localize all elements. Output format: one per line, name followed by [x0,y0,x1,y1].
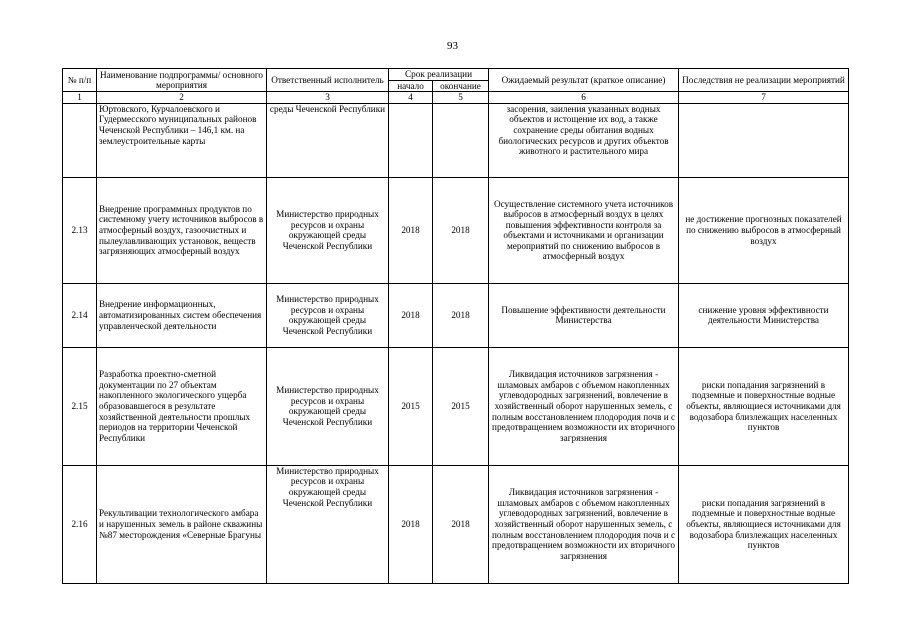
row-num [63,103,97,177]
column-number: 7 [679,92,849,104]
row-responsible: Министерство природных ресурсов и охраны окружающей среды Чеченской Республики [267,283,389,347]
column-number: 6 [489,92,679,104]
row-end: 2018 [433,177,489,283]
column-number: 4 [389,92,433,104]
page-number: 93 [447,40,458,52]
row-end [433,103,489,177]
table-row [63,283,849,347]
table-row [63,465,849,583]
table-row [63,177,849,283]
row-num: 2.13 [63,177,97,283]
column-number: 1 [63,92,97,104]
row-name: Внедрение программных продуктов по системному учету источников выбросов в атмосферный воздух, газоочистных и пылеулавливающих установок, веществ загрязняющих атмосферный воздух [97,177,267,283]
row-num: 2.15 [63,347,97,465]
header-start: начало [389,80,433,92]
row-name: Юртовского, Курчалоевского и Гудермесского муниципальных районов Чеченской Республики – 146,1 км. на землеустроительные карты [97,103,267,177]
column-number: 2 [97,92,267,104]
row-end: 2018 [433,283,489,347]
row-name: Внедрение информационных, автоматизированных систем обеспечения управленческой деятельности [97,283,267,347]
row-num: 2.14 [63,283,97,347]
row-start [389,103,433,177]
column-number-row [63,92,849,104]
row-responsible: Министерство природных ресурсов и охраны окружающей среды Чеченской Республики [267,347,389,465]
header-term: Срок реализации [389,69,489,81]
header-consequences: Последствия не реализации мероприятий [679,69,849,92]
row-result: Ликвидация источников загрязнения - шламовых амбаров с объемом накопленных углеводородных загрязнений, вовлечение в хозяйственный оборот нарушенных земель, с полным восстановлением плодородия почв и с предотвращением возможности их вторичного загрязнения [489,347,679,465]
row-consequences: не достижение прогнозных показателей по снижению выбросов в атмосферный воздух [679,177,849,283]
row-start: 2015 [389,347,433,465]
row-start: 2018 [389,177,433,283]
header-result: Ожидаемый результат (краткое описание) [489,69,679,92]
header-row [63,69,849,81]
header-responsible: Ответственный исполнитель [267,69,389,92]
row-name: Рекультивации технологического амбара и нарушенных земель в районе скважины №87 месторождения «Северные Брагуны [97,465,267,583]
row-result: Осуществление системного учета источников выбросов в атмосферный воздух в целях повышения эффективности контроля за объектами и источниками и организации мероприятий по снижению выбросов в атмосферный воздух [489,177,679,283]
row-responsible: Министерство природных ресурсов и охраны окружающей среды Чеченской Республики [267,177,389,283]
row-responsible: среды Чеченской Республики [267,103,389,177]
table-row [63,347,849,465]
row-start: 2018 [389,465,433,583]
row-name: Разработка проектно-сметной документации по 27 объектам накопленного экологического ущерба образовавшегося в результате хозяйственной деятельности прошлых периодов на территории Чеченской Республики [97,347,267,465]
row-start: 2018 [389,283,433,347]
row-consequences: риски попадания загрязнений в подземные и поверхностные водные объекты, являющиеся источниками для водозабора близлежащих населенных пунктов [679,465,849,583]
row-result: Ликвидация источников загрязнения - шламовых амбаров с объемом накопленных углеводородных загрязнений, вовлечение в хозяйственный оборот нарушенных земель, с полным восстановлением плодородия почв и с предотвращением возможности их вторичного загрязнения [489,465,679,583]
program-table [62,68,849,584]
row-result: Повышение эффективности деятельности Министерства [489,283,679,347]
row-consequences: риски попадания загрязнений в подземные и поверхностные водные объекты, являющиеся источниками для водозабора близлежащих населенных пунктов [679,347,849,465]
header-num: № п/п [63,69,97,92]
row-end: 2015 [433,347,489,465]
row-num: 2.16 [63,465,97,583]
row-consequences [679,103,849,177]
header-end: окончание [433,80,489,92]
row-responsible: Министерство природных ресурсов и охраны окружающей среды Чеченской Республики [267,465,389,583]
column-number: 3 [267,92,389,104]
row-end: 2018 [433,465,489,583]
row-consequences: снижение уровня эффективности деятельности Министерства [679,283,849,347]
header-name: Наименование подпрограммы/ основного мероприятия [97,69,267,92]
row-result: засорения, заиления указанных водных объектов и истощение их вод, а также сохранение среды обитания водных биологических ресурсов и других объектов животного и растительного мира [489,103,679,177]
column-number: 5 [433,92,489,104]
table-row [63,103,849,177]
